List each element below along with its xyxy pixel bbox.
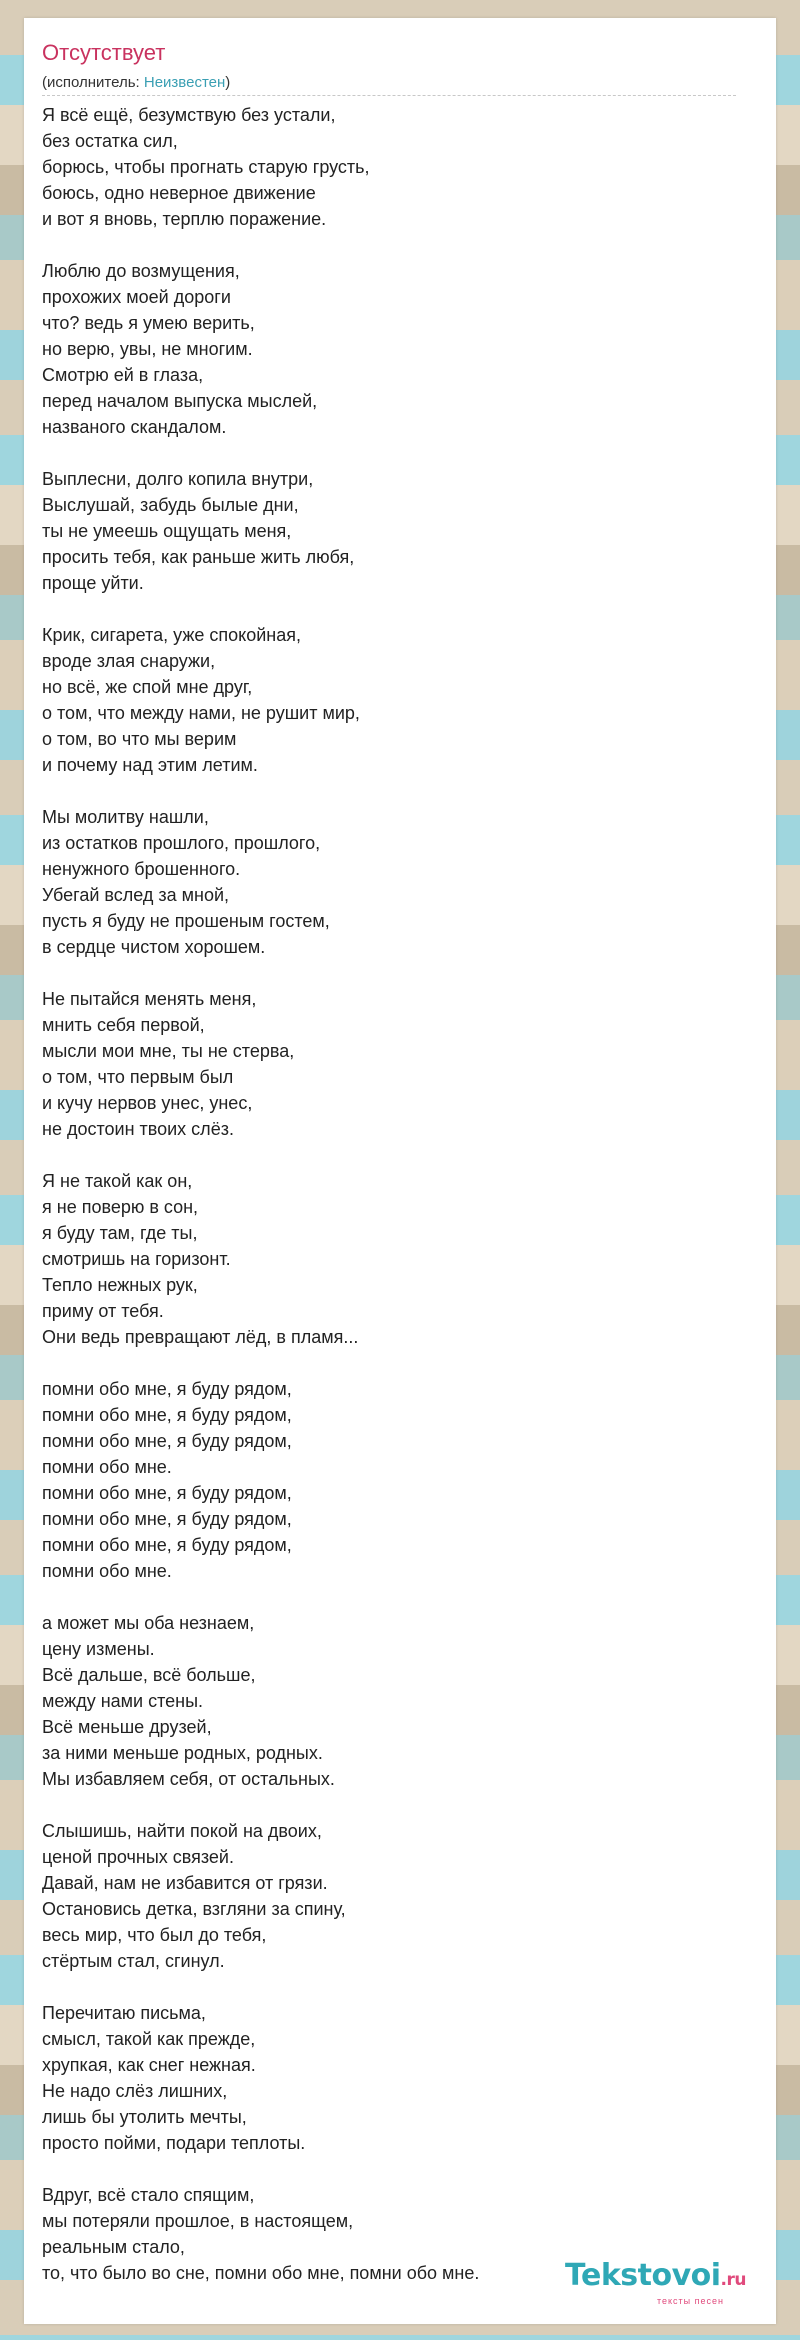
- lyrics-stanza: [42, 466, 752, 596]
- lyric-line: в сердце чистом хорошем.: [42, 937, 266, 957]
- lyric-line: что? ведь я умею верить,: [42, 313, 255, 333]
- lyric-line: Мы молитву нашли,: [42, 807, 209, 827]
- lyric-line: Я всё ещё, безумствую без устали,: [42, 105, 336, 125]
- lyric-line: цену измены.: [42, 1639, 155, 1659]
- lyrics-stanza: [42, 1818, 752, 1974]
- site-logo[interactable]: [565, 2260, 746, 2306]
- lyric-line: Тепло нежных рук,: [42, 1275, 198, 1295]
- lyric-line: помни обо мне, я буду рядом,: [42, 1405, 292, 1425]
- lyric-line: помни обо мне, я буду рядом,: [42, 1431, 292, 1451]
- lyric-line: лишь бы утолить мечты,: [42, 2107, 247, 2127]
- lyric-line: и кучу нервов унес, унес,: [42, 1093, 253, 1113]
- lyric-line: просить тебя, как раньше жить любя,: [42, 547, 355, 567]
- lyrics-stanza: [42, 804, 752, 960]
- lyric-line: Давай, нам не избавится от грязи.: [42, 1873, 328, 1893]
- song-title: Отсутствует: [42, 40, 166, 65]
- lyrics-stanza: [42, 1610, 752, 1792]
- lyric-line: ненужного брошенного.: [42, 859, 241, 879]
- lyric-line: Убегай вслед за мной,: [42, 885, 230, 905]
- lyrics-stanza: [42, 1168, 752, 1350]
- lyrics-stanza: [42, 102, 752, 232]
- lyric-line: мысли мои мне, ты не стерва,: [42, 1041, 295, 1061]
- lyric-line: Всё дальше, всё больше,: [42, 1665, 256, 1685]
- lyric-line: Выплесни, долго копила внутри,: [42, 469, 314, 489]
- lyric-line: а может мы оба незнаем,: [42, 1613, 255, 1633]
- lyric-line: Они ведь превращают лёд, в пламя...: [42, 1327, 359, 1347]
- lyric-line: стёртым стал, сгинул.: [42, 1951, 225, 1971]
- lyric-line: из остатков прошлого, прошлого,: [42, 833, 321, 853]
- divider: [42, 95, 736, 96]
- lyrics-stanza: [42, 986, 752, 1142]
- logo-tagline: тексты песен: [656, 2296, 724, 2306]
- lyric-line: не достоин твоих слёз.: [42, 1119, 234, 1139]
- lyric-line: Не надо слёз лишних,: [42, 2081, 228, 2101]
- artist-line: [42, 73, 230, 93]
- lyrics-text: [42, 102, 752, 2312]
- lyric-line: Я не такой как он,: [42, 1171, 193, 1191]
- lyric-line: я буду там, где ты,: [42, 1223, 198, 1243]
- lyric-line: помни обо мне.: [42, 1561, 172, 1581]
- lyric-line: то, что было во сне, помни обо мне, помни обо мне.: [42, 2263, 480, 2283]
- lyrics-stanza: [42, 2000, 752, 2156]
- lyric-line: Смотрю ей в глаза,: [42, 365, 204, 385]
- lyric-line: Мы избавляем себя, от остальных.: [42, 1769, 335, 1789]
- lyric-line: без остатка сил,: [42, 131, 178, 151]
- lyric-line: Вдруг, всё стало спящим,: [42, 2185, 255, 2205]
- lyric-line: помни обо мне, я буду рядом,: [42, 1535, 292, 1555]
- lyric-line: Остановись детка, взгляни за спину,: [42, 1899, 346, 1919]
- lyric-line: и вот я вновь, терплю поражение.: [42, 209, 327, 229]
- lyric-line: реальным стало,: [42, 2237, 185, 2257]
- lyric-line: проще уйти.: [42, 573, 144, 593]
- lyric-line: смотришь на горизонт.: [42, 1249, 231, 1269]
- lyric-line: но всё, же спой мне друг,: [42, 677, 253, 697]
- lyric-line: но верю, увы, не многим.: [42, 339, 253, 359]
- logo-wordmark: [565, 2260, 746, 2296]
- lyric-line: смысл, такой как прежде,: [42, 2029, 256, 2049]
- artist-prefix: (исполнитель:: [42, 74, 144, 91]
- lyric-line: и почему над этим летим.: [42, 755, 258, 775]
- lyric-line: помни обо мне, я буду рядом,: [42, 1483, 292, 1503]
- logo-name: Tekstovoi: [565, 2258, 721, 2293]
- lyric-line: прохожих моей дороги: [42, 287, 231, 307]
- lyric-line: боюсь, одно неверное движение: [42, 183, 316, 203]
- lyric-line: Крик, сигарета, уже спокойная,: [42, 625, 301, 645]
- lyric-line: мнить себя первой,: [42, 1015, 205, 1035]
- lyric-line: Всё меньше друзей,: [42, 1717, 212, 1737]
- lyric-line: названого скандалом.: [42, 417, 227, 437]
- lyrics-stanza: [42, 622, 752, 778]
- lyrics-card: [24, 18, 776, 2324]
- lyric-line: между нами стены.: [42, 1691, 204, 1711]
- lyric-line: Выслушай, забудь былые дни,: [42, 495, 299, 515]
- lyric-line: пусть я буду не прошеным гостем,: [42, 911, 330, 931]
- lyric-line: за ними меньше родных, родных.: [42, 1743, 323, 1763]
- lyric-line: о том, что первым был: [42, 1067, 234, 1087]
- lyric-line: Не пытайся менять меня,: [42, 989, 257, 1009]
- lyrics-stanza: [42, 1376, 752, 1584]
- lyric-line: помни обо мне.: [42, 1457, 172, 1477]
- lyric-line: Слышишь, найти покой на двоих,: [42, 1821, 322, 1841]
- lyric-line: хрупкая, как снег нежная.: [42, 2055, 256, 2075]
- lyric-line: просто пойми, подари теплоты.: [42, 2133, 306, 2153]
- lyric-line: я не поверю в сон,: [42, 1197, 199, 1217]
- lyric-line: ценой прочных связей.: [42, 1847, 234, 1867]
- lyric-line: весь мир, что был до тебя,: [42, 1925, 267, 1945]
- lyrics-stanza: [42, 258, 752, 440]
- lyric-line: Перечитаю письма,: [42, 2003, 206, 2023]
- lyric-line: перед началом выпуска мыслей,: [42, 391, 318, 411]
- artist-suffix: ): [225, 74, 231, 91]
- lyric-line: Люблю до возмущения,: [42, 261, 240, 281]
- lyric-line: о том, что между нами, не рушит мир,: [42, 703, 360, 723]
- lyric-line: помни обо мне, я буду рядом,: [42, 1379, 292, 1399]
- lyric-line: вроде злая снаружи,: [42, 651, 216, 671]
- lyric-line: о том, во что мы верим: [42, 729, 237, 749]
- lyric-line: помни обо мне, я буду рядом,: [42, 1509, 292, 1529]
- lyric-line: борюсь, чтобы прогнать старую грусть,: [42, 157, 370, 177]
- lyric-line: ты не умеешь ощущать меня,: [42, 521, 292, 541]
- artist-link[interactable]: Неизвестен: [143, 74, 226, 91]
- lyric-line: мы потеряли прошлое, в настоящем,: [42, 2211, 354, 2231]
- lyric-line: приму от тебя.: [42, 1301, 164, 1321]
- logo-tld: .ru: [720, 2270, 746, 2290]
